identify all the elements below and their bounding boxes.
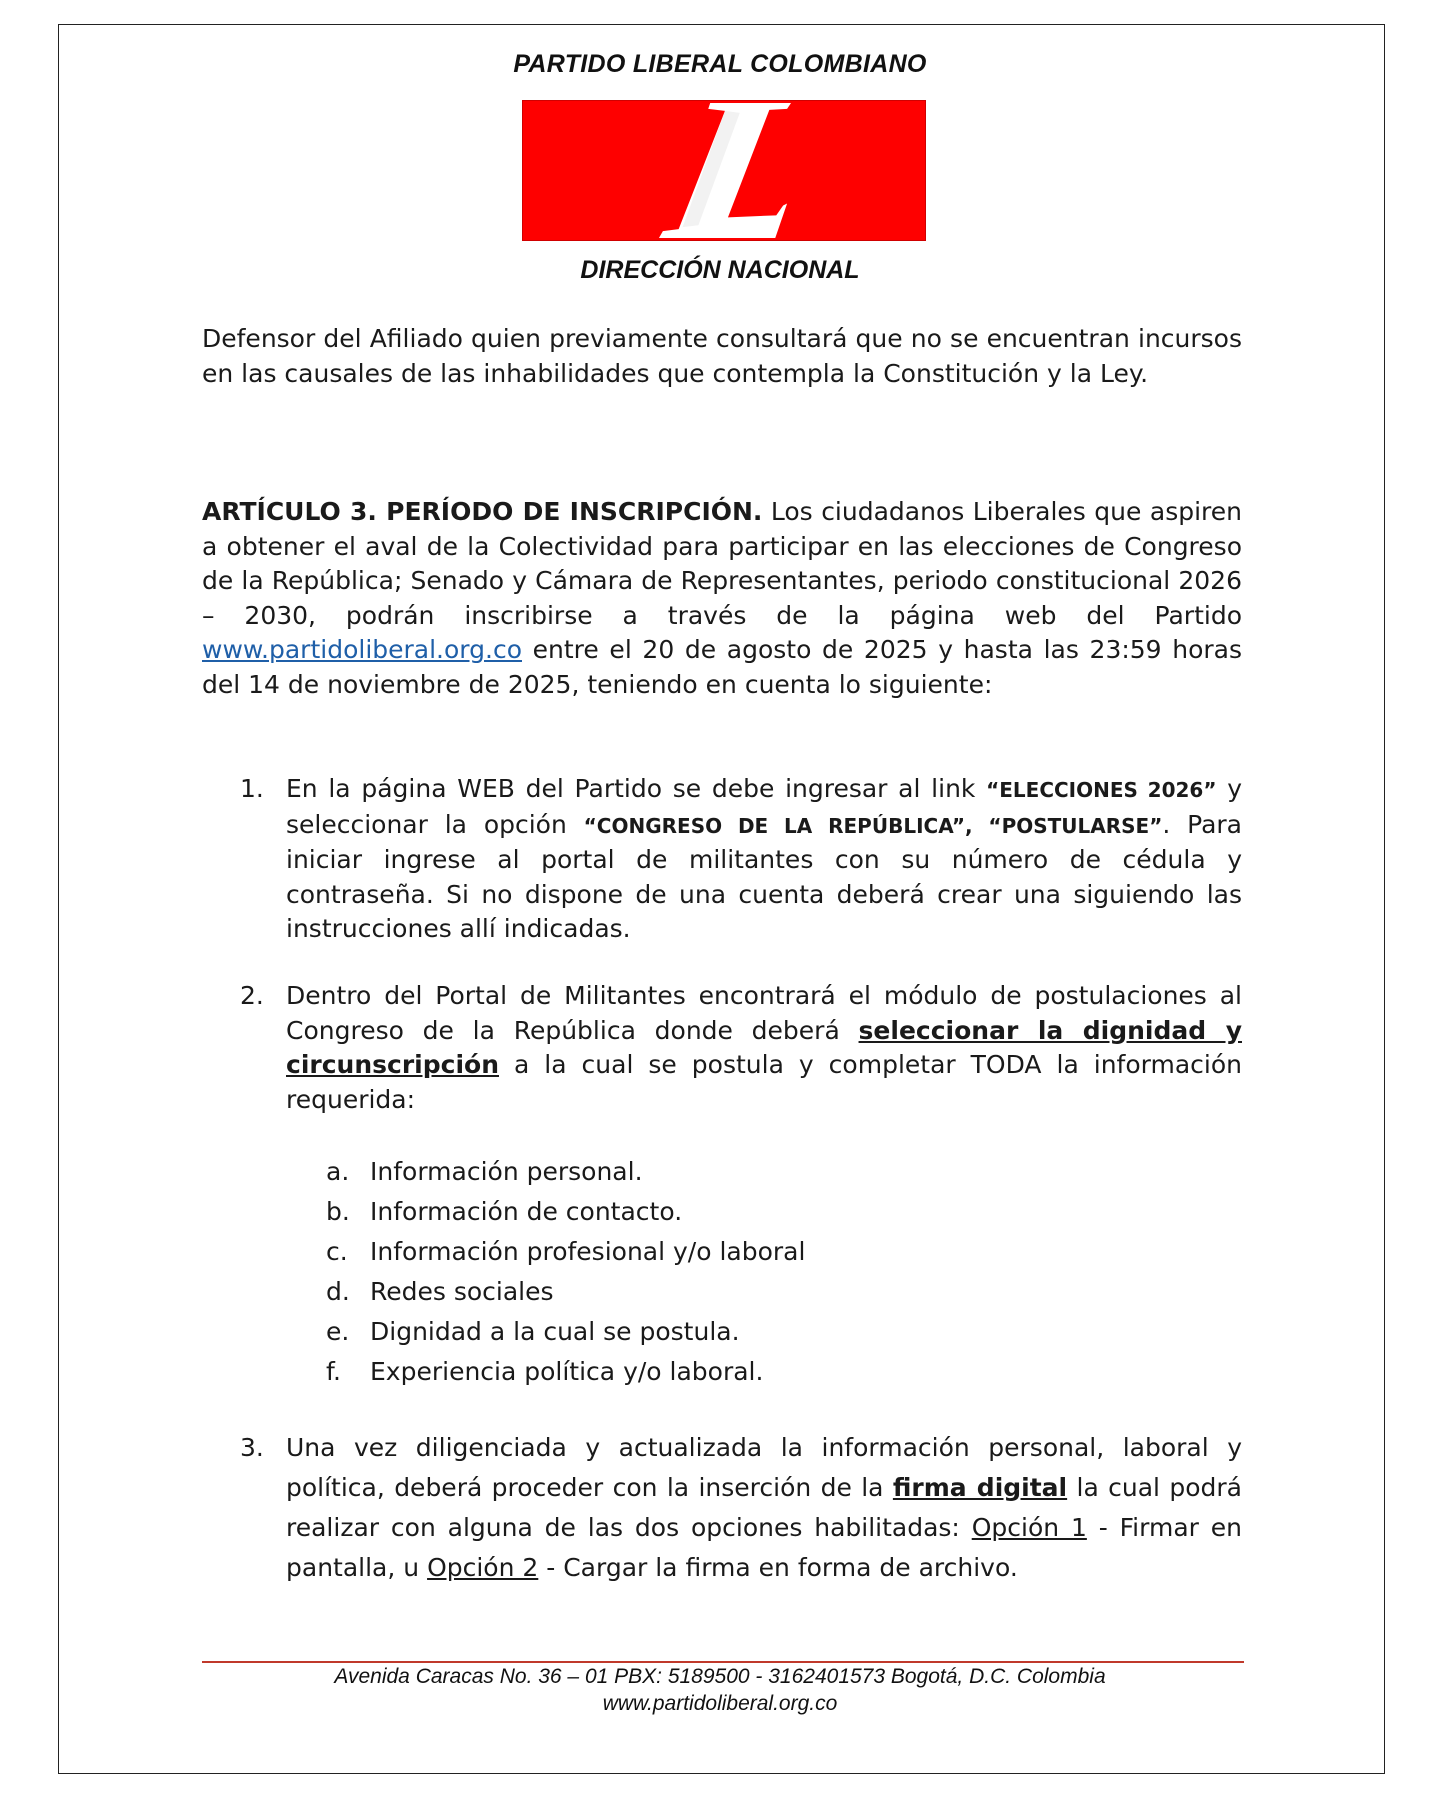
list-item-1 xyxy=(240,772,1242,947)
sublist-item: f. Experiencia política y/o laboral. xyxy=(326,1357,764,1386)
intro-paragraph: Defensor del Afiliado quien previamente consultará que no se encuentran incursos en las causales de las inhabilidades que contempla la Constitución y la Ley. xyxy=(202,324,1242,388)
document-subtitle: DIRECCIÓN NACIONAL xyxy=(580,256,860,284)
list-number: 1. xyxy=(240,774,264,803)
option-1-label: Opción 1 xyxy=(971,1513,1087,1542)
article-text-end: entre el 20 de agosto de 2025 y hasta las 23:59 horas del 14 de noviembre de 2025, teniendo en cuenta lo siguiente: xyxy=(202,635,1242,699)
footer-website: www.partidoliberal.org.co xyxy=(602,1692,838,1715)
list-item-text: En la página WEB del Partido se debe ingresar al link “ELECCIONES 2026” y seleccionar la opción “CONGRESO DE LA REPÚBLICA”, “POSTULARSE”. Para iniciar ingrese al portal de militantes con su número de cédula y contraseña. Si no dispone de una cuenta deberá crear una siguiendo las instrucciones allí indicadas. xyxy=(286,774,1243,944)
sublist-item: c. Información profesional y/o laboral xyxy=(326,1237,806,1266)
sublist-item: a. Información personal. xyxy=(326,1157,643,1186)
footer-address: Avenida Caracas No. 36 – 01 PBX: 5189500 - 3162401573 Bogotá, D.C. Colombia xyxy=(334,1665,1106,1688)
footer-divider xyxy=(202,1661,1244,1663)
letter-l-logo-icon xyxy=(523,101,925,240)
article-title: ARTÍCULO 3. PERÍODO DE INSCRIPCIÓN. xyxy=(202,497,763,526)
required-info-sublist xyxy=(326,1152,1026,1392)
party-website-link[interactable]: www.partidoliberal.org.co xyxy=(202,635,522,665)
list-item-text: Una vez diligenciada y actualizada la información personal, laboral y política, deberá proceder con la inserción de la firma digital la cual podrá realizar con alguna de las dos opciones habilitadas: Opción 1 - Firmar en pantalla, u Opción 2 - Cargar la firma en forma de archivo. xyxy=(286,1433,1242,1582)
emphasis-text: firma digital xyxy=(892,1473,1068,1502)
article-text: Los ciudadanos Liberales que aspiren a obtener el aval de la Colectividad para participar en las elecciones de Congreso de la República; Senado y Cámara de Representantes, periodo constitucional 2026 – 2030, podrán inscribirse a través de la página web del Partido xyxy=(202,497,1242,630)
article-3-paragraph xyxy=(202,495,1242,703)
sublist-item: d. Redes sociales xyxy=(326,1277,554,1306)
liberal-party-logo xyxy=(522,100,926,241)
list-number: 3. xyxy=(240,1433,264,1462)
list-number: 2. xyxy=(240,981,264,1010)
elecciones-link-label: “ELECCIONES 2026” xyxy=(986,778,1217,802)
list-item-text: Dentro del Portal de Militantes encontrará el módulo de postulaciones al Congreso de la República donde deberá seleccionar la dignidad y circunscripción a la cual se postula y completar TODA la información requerida: xyxy=(286,981,1242,1114)
sublist-item: b. Información de contacto. xyxy=(326,1197,683,1226)
list-item-2 xyxy=(240,979,1242,1117)
emphasis-text: seleccionar la dignidad y circunscripción xyxy=(286,1015,1242,1080)
sublist-item: e. Dignidad a la cual se postula. xyxy=(326,1317,740,1346)
option-2-label: Opción 2 xyxy=(427,1553,539,1582)
option-label: “CONGRESO DE LA REPÚBLICA”, “POSTULARSE” xyxy=(583,813,1163,838)
party-name: PARTIDO LIBERAL COLOMBIANO xyxy=(513,50,927,78)
list-item-3 xyxy=(240,1428,1242,1588)
